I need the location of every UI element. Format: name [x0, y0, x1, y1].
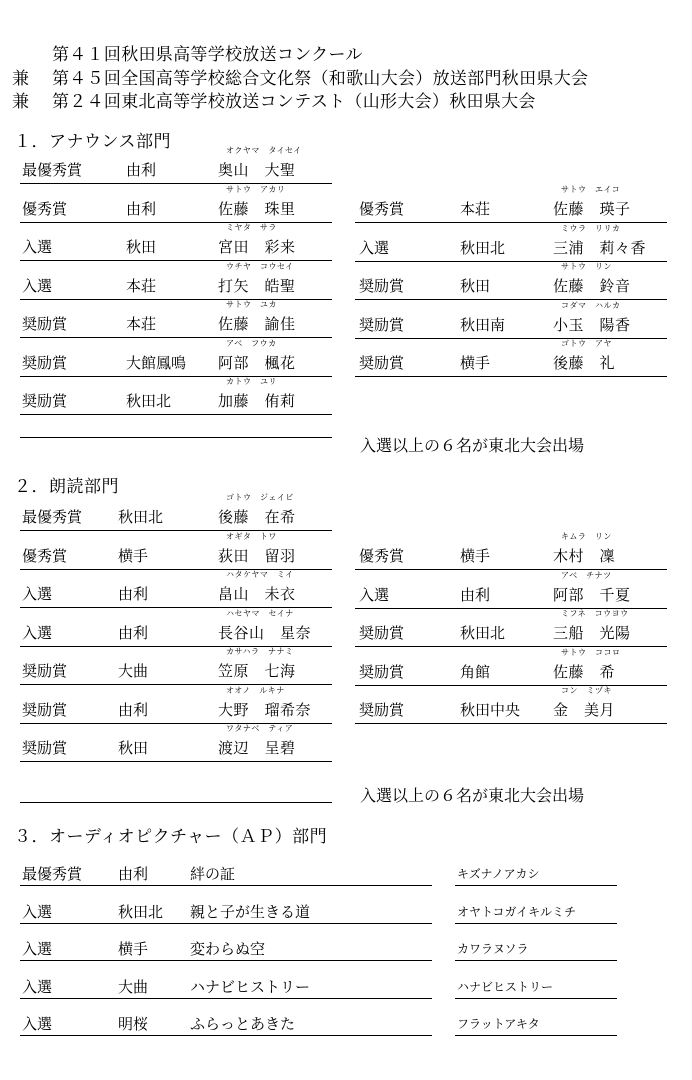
work-kana: フラットアキタ	[457, 1017, 540, 1031]
ap-row	[20, 968, 432, 999]
section-ap-title: ３．オーディオピクチャー（ＡＰ）部門	[14, 827, 328, 847]
furigana-reading: コン ミヅキ	[561, 686, 612, 695]
award-label: 入選	[22, 977, 53, 996]
school-name: 角館	[460, 662, 491, 681]
student-name: 後藤 在希	[218, 508, 296, 526]
student-name: 加藤 侑莉	[218, 392, 296, 410]
result-row	[355, 223, 667, 262]
result-row	[20, 492, 332, 531]
result-row	[20, 299, 332, 338]
award-label: 入選	[22, 623, 53, 642]
title-line-3	[12, 87, 536, 112]
announce-note: 入選以上の６名が東北大会出場	[360, 436, 585, 455]
furigana-reading: サトウ リン	[561, 262, 612, 271]
furigana-reading: ゴトウ ジェイビ	[226, 493, 294, 502]
award-label: 最優秀賞	[22, 161, 83, 179]
school-name: 秋田北	[118, 508, 164, 526]
student-name: 佐藤 瑛子	[553, 200, 631, 218]
title-line-2-text: 第４５回全国高等学校総合文化祭（和歌山大会）放送部門秋田県大会	[52, 69, 589, 89]
result-row	[20, 261, 332, 300]
student-name: 三船 光陽	[553, 624, 631, 642]
result-row	[355, 261, 667, 300]
result-row	[20, 685, 332, 724]
student-name: 木村 凜	[553, 547, 616, 565]
award-label: 奨励賞	[359, 354, 405, 372]
award-label: 奨励賞	[22, 353, 68, 372]
award-label: 入選	[22, 585, 53, 603]
award-label: 優秀賞	[22, 546, 68, 565]
work-title: ふらっとあきた	[190, 1015, 296, 1033]
work-kana: カワラヌソラ	[457, 942, 529, 956]
furigana-reading: オギタ トワ	[226, 531, 277, 541]
student-name: 阿部 楓花	[218, 353, 296, 372]
result-row	[355, 300, 667, 339]
work-title: ハナビヒストリー	[190, 977, 311, 996]
result-row	[20, 531, 332, 570]
student-name: 奥山 大聖	[218, 161, 296, 179]
award-label: 奨励賞	[22, 392, 68, 410]
ap-kana-cell	[455, 1005, 617, 1036]
title-line-2-prefix: 兼	[12, 69, 30, 89]
school-name: 本荘	[126, 315, 157, 333]
school-name: 秋田	[126, 238, 157, 256]
furigana-reading: カサハラ ナナミ	[226, 647, 294, 656]
result-row	[20, 646, 332, 685]
school-name: 横手	[118, 940, 149, 958]
furigana-reading: ワタナベ ティア	[226, 724, 294, 733]
award-label: 奨励賞	[359, 277, 405, 295]
school-name: 大館鳳鳴	[126, 353, 187, 372]
ap-row	[20, 893, 432, 924]
furigana-reading: サトウ ユカ	[226, 300, 277, 309]
furigana-reading: アベ フウカ	[226, 338, 277, 348]
award-label: 奨励賞	[22, 739, 68, 757]
school-name: 横手	[118, 546, 149, 565]
furigana-reading: コダマ ハルカ	[561, 300, 621, 310]
student-name: 佐藤 希	[553, 662, 616, 681]
furigana-reading: オオノ ルキナ	[226, 685, 285, 695]
award-label: 最優秀賞	[22, 865, 83, 883]
school-name: 由利	[460, 585, 491, 604]
student-name: 長谷山 星奈	[218, 623, 312, 642]
school-name: 秋田北	[126, 392, 172, 410]
title-line-2	[12, 64, 589, 89]
ap-kana-cell	[455, 968, 617, 999]
result-row	[355, 570, 667, 609]
school-name: 由利	[118, 585, 149, 603]
school-name: 大曲	[118, 662, 149, 680]
furigana-reading: カトウ ユリ	[226, 377, 277, 386]
school-name: 本荘	[126, 276, 157, 295]
school-name: 秋田	[460, 277, 491, 295]
award-label: 奨励賞	[359, 624, 405, 642]
award-label: 入選	[359, 238, 390, 257]
student-name: 大野 瑠希奈	[218, 700, 312, 719]
result-row	[355, 608, 667, 647]
work-title: 絆の証	[190, 865, 236, 883]
work-title: 変わらぬ空	[190, 940, 266, 958]
title-line-3-prefix: 兼	[12, 92, 30, 112]
student-name: 小玉 陽香	[553, 315, 631, 334]
ap-kana-cell	[455, 930, 617, 961]
student-name: 畠山 未衣	[218, 585, 296, 603]
work-kana: オヤトコガイキルミチ	[457, 904, 577, 919]
work-kana: キズナノアカシ	[457, 867, 540, 881]
work-title: 親と子が生きる道	[190, 902, 311, 921]
award-label: 入選	[22, 276, 53, 295]
ap-kana-cell	[455, 893, 617, 924]
result-row	[20, 184, 332, 223]
title-line-1: 第４１回秋田県高等学校放送コンクール	[52, 45, 363, 65]
school-name: 明桜	[118, 1015, 149, 1033]
furigana-reading: ハタケヤマ ミイ	[226, 570, 294, 579]
furigana-reading: ミウラ リリカ	[561, 223, 621, 233]
furigana-reading: ミヤタ サラ	[226, 223, 277, 232]
result-row	[355, 338, 667, 377]
award-label: 奨励賞	[359, 701, 405, 719]
school-name: 秋田中央	[460, 701, 521, 719]
school-name: 由利	[118, 865, 149, 883]
school-name: 秋田	[118, 739, 149, 757]
school-name: 由利	[126, 161, 157, 179]
student-name: 阿部 千夏	[553, 585, 631, 604]
furigana-reading: サトウ アカリ	[226, 184, 286, 194]
student-name: 荻田 留羽	[218, 546, 296, 565]
result-row	[20, 723, 332, 762]
furigana-reading: ミフネ コウヨウ	[561, 609, 629, 618]
student-name: 後藤 礼	[553, 354, 616, 372]
student-name: 笠原 七海	[218, 662, 296, 680]
result-row	[20, 222, 332, 261]
furigana-reading: サトウ ココロ	[561, 647, 621, 657]
ap-kana-cell	[455, 855, 617, 886]
school-name: 秋田北	[460, 238, 506, 257]
school-name: 秋田北	[460, 624, 506, 642]
award-label: 最優秀賞	[22, 508, 83, 526]
award-label: 奨励賞	[359, 662, 405, 681]
result-row	[355, 647, 667, 686]
award-label: 奨励賞	[22, 700, 68, 719]
student-name: 金 美月	[553, 701, 616, 719]
result-row	[20, 338, 332, 377]
result-row	[355, 184, 667, 223]
student-name: 三浦 莉々香	[553, 238, 647, 257]
award-label: 優秀賞	[359, 200, 405, 218]
school-name: 秋田南	[460, 315, 506, 334]
section-announce-title: １．アナウンス部門	[14, 132, 171, 152]
furigana-reading: オクヤマ タイセイ	[226, 146, 302, 155]
award-label: 奨励賞	[22, 315, 68, 333]
award-label: 奨励賞	[22, 662, 68, 680]
result-row	[20, 608, 332, 647]
award-label: 奨励賞	[359, 315, 405, 334]
award-label: 優秀賞	[359, 547, 405, 565]
furigana-reading: ハセヤマ セイナ	[226, 608, 294, 618]
award-label: 入選	[22, 902, 53, 921]
furigana-reading: キムラ リン	[561, 532, 612, 541]
award-label: 入選	[22, 1015, 53, 1033]
furigana-reading: アベ チナツ	[561, 570, 612, 580]
furigana-reading: サトウ エイコ	[561, 185, 621, 194]
student-name: 宮田 彩来	[218, 238, 296, 256]
school-name: 横手	[460, 547, 491, 565]
title-line-3-text: 第２４回東北高等学校放送コンテスト（山形大会）秋田県大会	[52, 92, 536, 112]
school-name: 由利	[118, 623, 149, 642]
school-name: 横手	[460, 354, 491, 372]
result-row	[20, 569, 332, 608]
result-row	[20, 376, 332, 415]
school-name: 大曲	[118, 977, 149, 996]
work-kana: ハナビヒストリー	[457, 979, 554, 994]
reading-note: 入選以上の６名が東北大会出場	[360, 786, 585, 805]
award-label: 入選	[22, 940, 53, 958]
school-name: 由利	[118, 700, 149, 719]
award-label: 優秀賞	[22, 199, 68, 218]
award-label: 入選	[22, 238, 53, 256]
student-name: 佐藤 鈴音	[553, 277, 631, 295]
school-name: 秋田北	[118, 902, 164, 921]
student-name: 佐藤 諭佳	[218, 315, 296, 333]
result-row	[355, 685, 667, 724]
student-name: 打矢 皓聖	[218, 276, 296, 295]
school-name: 由利	[126, 199, 157, 218]
reading-blank-line	[20, 780, 332, 803]
ap-row	[20, 930, 432, 961]
school-name: 本荘	[460, 200, 491, 218]
result-row	[20, 145, 332, 184]
ap-row	[20, 1005, 432, 1036]
furigana-reading: ゴトウ アヤ	[561, 339, 612, 348]
announce-blank-line	[20, 415, 332, 438]
award-label: 入選	[359, 585, 390, 604]
student-name: 渡辺 呈碧	[218, 739, 296, 757]
result-row	[355, 531, 667, 570]
section-reading-title: ２．朗読部門	[14, 477, 119, 497]
ap-row	[20, 855, 432, 886]
student-name: 佐藤 珠里	[218, 199, 296, 218]
furigana-reading: ウチヤ コウセイ	[226, 261, 294, 271]
